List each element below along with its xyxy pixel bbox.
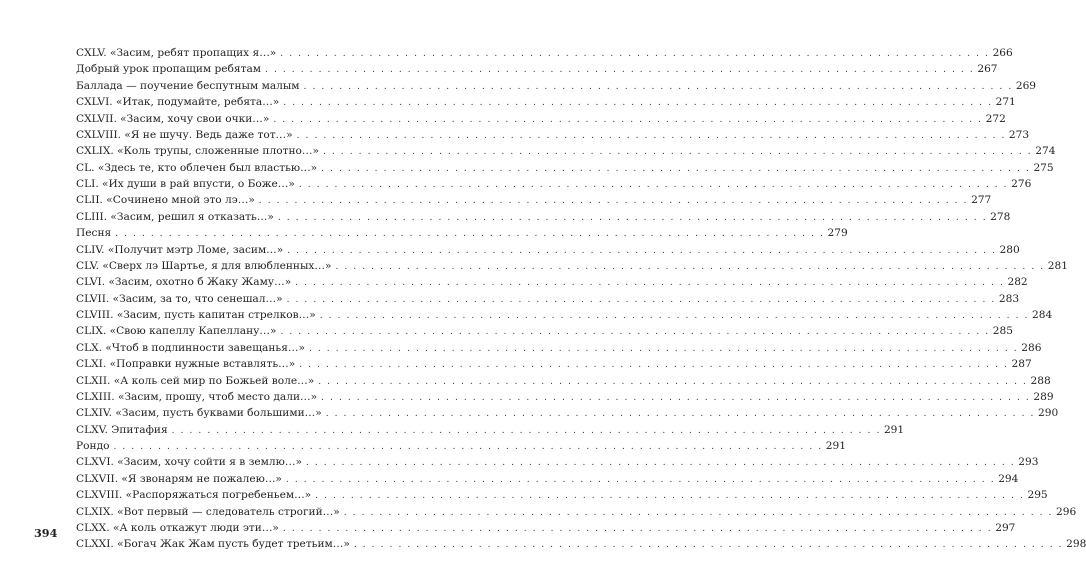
toc-entry-page: 285 xyxy=(992,325,1013,338)
dot-leader xyxy=(344,505,1053,521)
dot-leader xyxy=(309,341,1018,357)
toc-entry[interactable] xyxy=(76,78,1037,94)
toc-entry[interactable] xyxy=(76,242,1020,258)
toc-entry[interactable] xyxy=(76,160,1054,176)
dot-leader xyxy=(286,472,995,488)
dot-leader xyxy=(115,226,824,242)
dot-leader xyxy=(259,193,968,209)
toc-entry[interactable] xyxy=(76,307,1053,323)
toc-entry-page: 287 xyxy=(1011,358,1032,371)
toc-entry-page: 266 xyxy=(992,47,1013,59)
toc-entry-page: 295 xyxy=(1027,489,1048,502)
toc-entry-title: CLV. «Сверх лэ Шартье, я для влюбленных…» xyxy=(76,259,332,272)
toc-entry-page: 271 xyxy=(995,96,1016,109)
dot-leader xyxy=(283,95,992,111)
toc-entry-title: CLXV. Эпитафия xyxy=(76,423,168,436)
toc-entry-page: 284 xyxy=(1031,309,1053,321)
toc-entry-page: 293 xyxy=(1018,456,1039,469)
toc-entry[interactable] xyxy=(76,422,905,438)
toc-entry-page: 281 xyxy=(1047,259,1068,272)
toc-entry-page: 283 xyxy=(998,292,1020,305)
dot-leader xyxy=(273,112,982,128)
toc-entry[interactable] xyxy=(76,471,1019,487)
toc-entry-page: 291 xyxy=(883,423,905,436)
dot-leader xyxy=(323,144,1032,160)
toc-entry-title: CLXI. «Поправки нужные вставлять…» xyxy=(76,358,296,371)
toc-entry-title: CXLVI. «Итак, подумайте, ребята…» xyxy=(76,96,280,109)
dot-leader xyxy=(306,455,1015,471)
toc-entry[interactable] xyxy=(76,291,1020,307)
dot-leader xyxy=(326,406,1035,422)
toc-entry[interactable] xyxy=(76,209,1011,225)
dot-leader xyxy=(283,521,992,537)
toc-entry-title: Песня xyxy=(76,227,112,240)
toc-entry[interactable] xyxy=(76,323,1013,339)
dot-leader xyxy=(354,537,1063,553)
toc-entry-page: 282 xyxy=(1007,276,1028,289)
toc-entry-title: CLXXI. «Богач Жак Жам пусть будет третьим…» xyxy=(76,538,350,551)
dot-leader xyxy=(280,324,989,340)
toc-entry-title: CLIII. «Засим, решил я отказать…» xyxy=(76,210,274,223)
toc-entry-page: 269 xyxy=(1015,79,1037,92)
toc-entry-title: CLXVIII. «Распоряжаться погребеньем…» xyxy=(76,489,312,502)
toc-entry-page: 272 xyxy=(985,112,1006,125)
toc-entry-page: 297 xyxy=(995,521,1016,534)
dot-leader xyxy=(297,128,1006,144)
dot-leader xyxy=(113,439,822,455)
toc-entry[interactable] xyxy=(76,192,992,208)
toc-entry[interactable] xyxy=(76,127,1030,143)
toc-entry-page: 274 xyxy=(1035,145,1056,158)
toc-entry-title: CLXX. «А коль откажут люди эти…» xyxy=(76,521,279,534)
toc-entry-page: 294 xyxy=(998,472,1019,485)
toc-entry[interactable] xyxy=(76,274,1028,290)
dot-leader xyxy=(321,161,1030,177)
toc-entry[interactable] xyxy=(76,356,1032,372)
toc-entry[interactable] xyxy=(76,225,848,241)
dot-leader xyxy=(295,275,1004,291)
toc-entry[interactable] xyxy=(76,373,1051,389)
toc-entry-page: 288 xyxy=(1030,374,1051,387)
page-number: 394 xyxy=(34,526,58,540)
dot-leader xyxy=(321,390,1030,406)
toc-entry-title: CLXII. «А коль сей мир по Божьей воле…» xyxy=(76,374,315,387)
toc-entry-page: 278 xyxy=(990,210,1011,223)
dot-leader xyxy=(299,357,1008,373)
dot-leader xyxy=(315,488,1024,504)
toc-entry-title: CLXVI. «Засим, хочу сойти я в землю…» xyxy=(76,456,302,469)
toc-entry[interactable] xyxy=(76,45,1013,61)
toc-entry-page: 280 xyxy=(999,243,1020,256)
toc-entry[interactable] xyxy=(76,340,1042,356)
toc-entry[interactable] xyxy=(76,389,1054,405)
dot-leader xyxy=(320,308,1029,324)
dot-leader xyxy=(335,259,1044,275)
toc-entry-title: Добрый урок пропащим ребятам xyxy=(76,63,262,76)
toc-entry[interactable] xyxy=(76,520,1016,536)
toc-entry[interactable] xyxy=(76,94,1016,110)
toc-entry-title: CLIV. «Получит мэтр Ломе, засим…» xyxy=(76,243,284,256)
toc-entry-title: CLI. «Их души в рай впусти, о Боже…» xyxy=(76,178,295,190)
toc-entry-title: CLXIX. «Вот первый — следователь строгий…» xyxy=(76,505,340,518)
toc-entry-title: Рондо xyxy=(76,440,110,452)
toc-entry[interactable] xyxy=(76,504,1077,520)
toc-entry-page: 279 xyxy=(827,227,848,240)
toc-entry-page: 291 xyxy=(825,440,846,452)
toc-entry-title: CLX. «Чтоб в подлинности завещанья…» xyxy=(76,341,305,354)
toc-entry-page: 289 xyxy=(1033,390,1054,403)
dot-leader xyxy=(299,177,1008,193)
dot-leader xyxy=(287,243,996,259)
toc-entry[interactable] xyxy=(76,454,1039,470)
toc-entry-page: 276 xyxy=(1011,178,1032,190)
table-of-contents xyxy=(76,45,1086,553)
toc-entry[interactable] xyxy=(76,61,998,77)
toc-entry-title: CLII. «Сочинено мной это лэ…» xyxy=(76,194,255,207)
toc-entry-title: CLVII. «Засим, за то, что сенешал…» xyxy=(76,292,283,305)
dot-leader xyxy=(280,46,989,62)
toc-entry-title: CLXVII. «Я звонарям не пожалею…» xyxy=(76,472,282,485)
toc-entry-title: CLXIII. «Засим, прошу, чтоб место дали…» xyxy=(76,390,318,403)
toc-entry[interactable] xyxy=(76,111,1006,127)
toc-entry[interactable] xyxy=(76,438,846,454)
dot-leader xyxy=(265,62,974,78)
toc-entry-page: 273 xyxy=(1008,128,1030,141)
toc-entry[interactable] xyxy=(76,143,1056,159)
dot-leader xyxy=(278,210,987,226)
dot-leader xyxy=(287,292,996,308)
toc-entry-title: CLVIII. «Засим, пусть капитан стрелков…» xyxy=(76,309,316,321)
dot-leader xyxy=(304,79,1013,95)
toc-entry-page: 267 xyxy=(977,63,998,76)
toc-entry-page: 290 xyxy=(1038,407,1059,420)
toc-entry-title: Баллада — поучение беспутным малым xyxy=(76,79,300,92)
toc-entry[interactable] xyxy=(76,536,1086,552)
toc-entry-title: CXLVIII. «Я не шучу. Ведь даже тот…» xyxy=(76,128,293,141)
toc-entry[interactable] xyxy=(76,405,1059,421)
toc-entry-page: 296 xyxy=(1056,505,1077,518)
toc-entry-page: 275 xyxy=(1033,161,1054,174)
toc-entry-page: 286 xyxy=(1021,341,1042,354)
toc-entry-title: CXLIX. «Коль трупы, сложенные плотно…» xyxy=(76,145,319,158)
dot-leader xyxy=(172,423,881,439)
toc-entry[interactable] xyxy=(76,176,1032,192)
toc-entry[interactable] xyxy=(76,487,1048,503)
toc-entry-title: CXLVII. «Засим, хочу свои очки…» xyxy=(76,112,270,125)
toc-entry-page: 277 xyxy=(971,194,992,207)
toc-entry-title: CXLV. «Засим, ребят пропащих я…» xyxy=(76,47,277,59)
toc-entry-page: 298 xyxy=(1066,538,1086,551)
toc-entry[interactable] xyxy=(76,258,1068,274)
dot-leader xyxy=(318,374,1027,390)
toc-entry-title: CL. «Здесь те, кто облечен был властью…» xyxy=(76,161,318,174)
toc-entry-title: CLVI. «Засим, охотно б Жаку Жаму…» xyxy=(76,276,292,289)
toc-entry-title: CLIX. «Свою капеллу Капеллану…» xyxy=(76,325,277,338)
toc-entry-title: CLXIV. «Засим, пусть буквами большими…» xyxy=(76,407,322,420)
